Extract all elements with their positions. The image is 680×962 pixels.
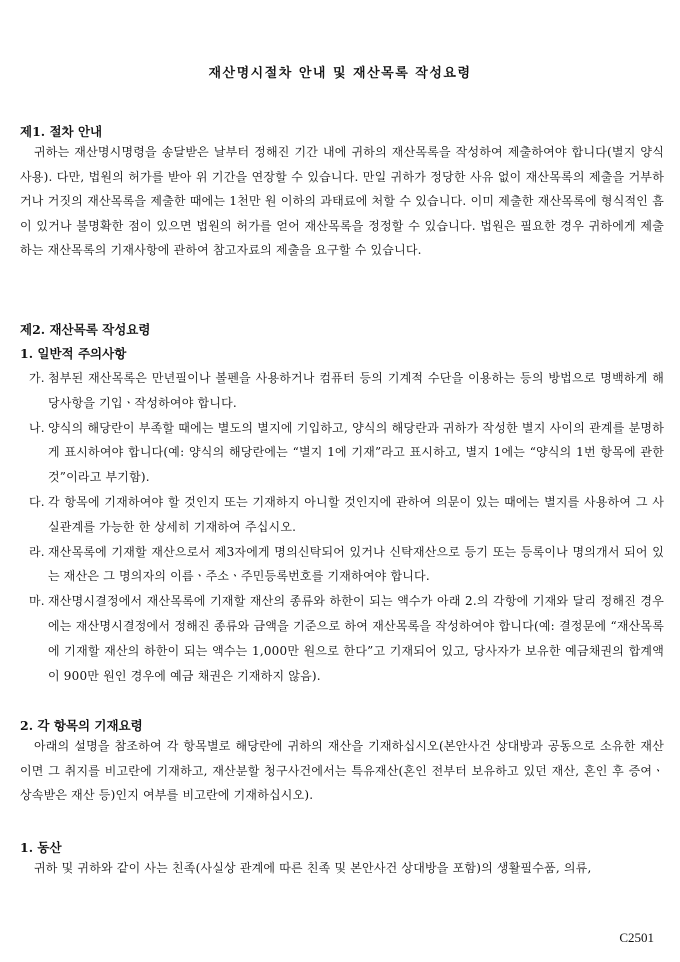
list-item	[20, 540, 664, 590]
list-item	[20, 589, 664, 688]
general-notes-list	[20, 366, 664, 688]
section2-heading: 제2. 재산목록 작성요령	[20, 322, 151, 337]
entry-guide-body: 아래의 설명을 참조하여 각 항목별로 해당란에 귀하의 재산을 기재하십시오(본안사건 상대방과 공동으로 소유한 재산이면 그 취지를 비고란에 기재하고, 재산분할 청구사건에서는 특유재산(혼인 전부터 보유하고 있던 재산, 혼인 후 증여ㆍ상속받은 재산 등)인지 여부를 비고란에 기재하십시오).	[20, 739, 664, 803]
list-marker: 가.	[29, 371, 45, 385]
list-item-text: 양식의 해당란이 부족할 때에는 별도의 별지에 기입하고, 양식의 해당란과 귀하가 작성한 별지 사이의 관계를 분명하게 표시하여야 합니다(예: 양식의 해당란에는 “별지 1에 기재”라고 표시하고, 별지 1에는 “양식의 1번 항목에 관한 것”이라고 부기함).	[48, 420, 664, 485]
subsection-movables-heading: 1. 동산	[20, 840, 62, 855]
list-item-text: 첨부된 재산목록은 만년필이나 볼펜을 사용하거나 컴퓨터 등의 기계적 수단을 이용하는 등의 방법으로 명백하게 해당사항을 기입ㆍ작성하여야 합니다.	[48, 371, 664, 410]
movables-body: 귀하 및 귀하와 같이 사는 친족(사실상 관계에 따른 친족 및 본안사건 상대방을 포함)의 생활필수품, 의류,	[34, 861, 592, 875]
form-code: C2501	[619, 930, 654, 945]
list-item	[20, 366, 664, 416]
list-marker: 라.	[29, 544, 45, 559]
list-item	[20, 416, 664, 490]
section1-body: 귀하는 재산명시명령을 송달받은 날부터 정해진 기간 내에 귀하의 재산목록을 작성하여 제출하여야 합니다(별지 양식 사용). 다만, 법원의 허가를 받아 위 기간을 연장할 수 있습니다. 만일 귀하가 정당한 사유 없이 재산목록의 제출을 거부하거나 거짓의 재산목록을 제출한 때에는 1천만 원 이하의 과태료에 처할 수 있습니다. 이미 제출한 재산목록에 형식적인 흠이 있거나 불명확한 점이 있으면 법원의 허가를 얻어 재산목록을 정정할 수 있습니다. 법원은 필요한 경우 귀하에게 제출하는 재산목록의 기재사항에 관하여 참고자료의 제출을 요구할 수 있습니다.	[20, 145, 664, 258]
list-marker: 마.	[29, 594, 45, 609]
list-marker: 다.	[29, 494, 45, 509]
list-item-text: 각 항목에 기재하여야 할 것인지 또는 기재하지 아니할 것인지에 관하여 의문이 있는 때에는 별지를 사용하여 그 사실관계를 가능한 한 상세히 기재하여 주십시오.	[48, 494, 664, 534]
page-title: 재산명시절차 안내 및 재산목록 작성요령	[208, 66, 472, 81]
section1-heading: 제1. 절차 안내	[20, 124, 103, 139]
list-item	[20, 490, 664, 540]
subsection-general-heading: 1. 일반적 주의사항	[20, 346, 127, 361]
list-item-text: 재산목록에 기재할 재산으로서 제3자에게 명의신탁되어 있거나 신탁재산으로 등기 또는 등록이나 명의개서 되어 있는 재산은 그 명의자의 이름ㆍ주소ㆍ주민등록번호를 기재하여야 합니다.	[48, 544, 664, 584]
list-item-text: 재산명시결정에서 재산목록에 기재할 재산의 종류와 하한이 되는 액수가 아래 2.의 각항에 기재와 달리 정해진 경우에는 재산명시결정에서 정해진 종류와 금액을 기준으로 하여 재산목록을 작성하여야 합니다(예: 결정문에 “재산목록에 기재할 재산의 하한이 되는 액수는 1,000만 원으로 한다”고 기재되어 있고, 당사자가 보유한 예금채권의 합계액이 900만 원인 경우에 예금 채권은 기재하지 않음).	[48, 594, 664, 683]
subsection-entry-guide-heading: 2. 각 항목의 기재요령	[20, 718, 143, 733]
list-marker: 나.	[29, 420, 45, 435]
